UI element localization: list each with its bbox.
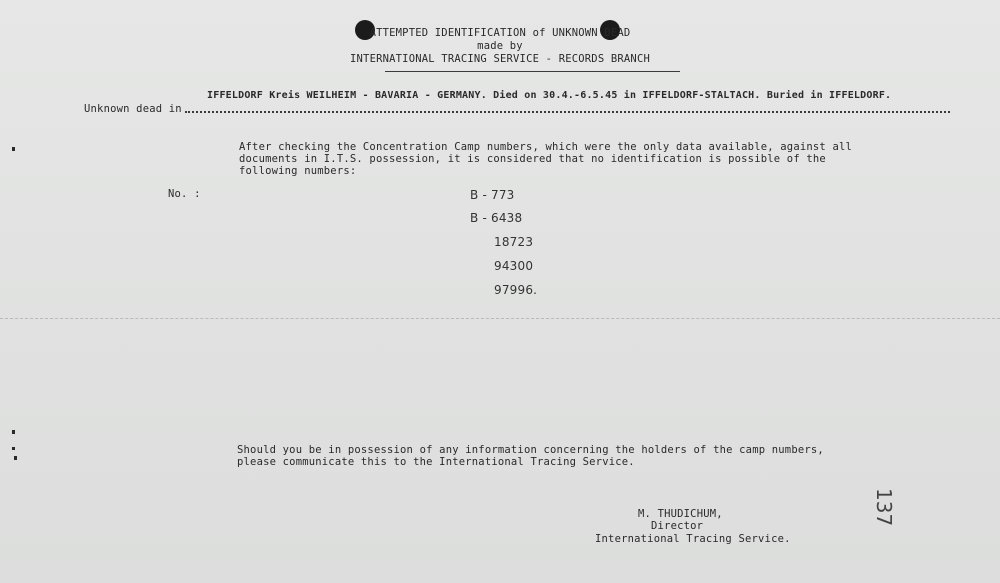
unknown-dead-label: Unknown dead in (84, 103, 182, 115)
edge-mark (12, 147, 15, 151)
signer-title: Director (651, 520, 704, 532)
document-title: ATTEMPTED IDENTIFICATION of UNKNOWN DEAD (369, 27, 631, 39)
edge-mark (14, 456, 17, 460)
request-line-2: please communicate this to the International Tracing Service. (237, 456, 635, 468)
request-line-1: Should you be in possession of any information concerning the holders of the camp numbers, (237, 444, 824, 456)
edge-mark (12, 430, 15, 434)
camp-number: 94300 (494, 259, 534, 273)
camp-number: B - 6438 (470, 211, 523, 225)
paragraph-line-1: After checking the Concentration Camp numbers, which were the only data available, against all (239, 141, 853, 153)
location-text: IFFELDORF Kreis WEILHEIM - BAVARIA - GERMANY. Died on 30.4.-6.5.45 in IFFELDORF-STALTACH. Buried in IFFELDORF. (207, 90, 892, 101)
signer-name: M. THUDICHUM, (638, 508, 723, 520)
organization-line: INTERNATIONAL TRACING SERVICE - RECORDS BRANCH (350, 53, 650, 65)
made-by-line: made by (477, 40, 523, 52)
numbers-label: No. : (168, 188, 201, 200)
page-number: 137 (872, 488, 896, 527)
fold-line (0, 318, 1000, 319)
dotted-fill-line (185, 111, 950, 113)
signer-organization: International Tracing Service. (595, 533, 791, 545)
header-underline (385, 71, 680, 72)
camp-number: 18723 (494, 235, 534, 249)
camp-number: B - 773 (470, 188, 515, 202)
camp-number: 97996. (494, 283, 538, 297)
edge-mark (12, 447, 15, 450)
paragraph-line-2: documents in I.T.S. possession, it is considered that no identification is possible of the (239, 153, 826, 165)
paragraph-line-3: following numbers: (239, 165, 357, 177)
